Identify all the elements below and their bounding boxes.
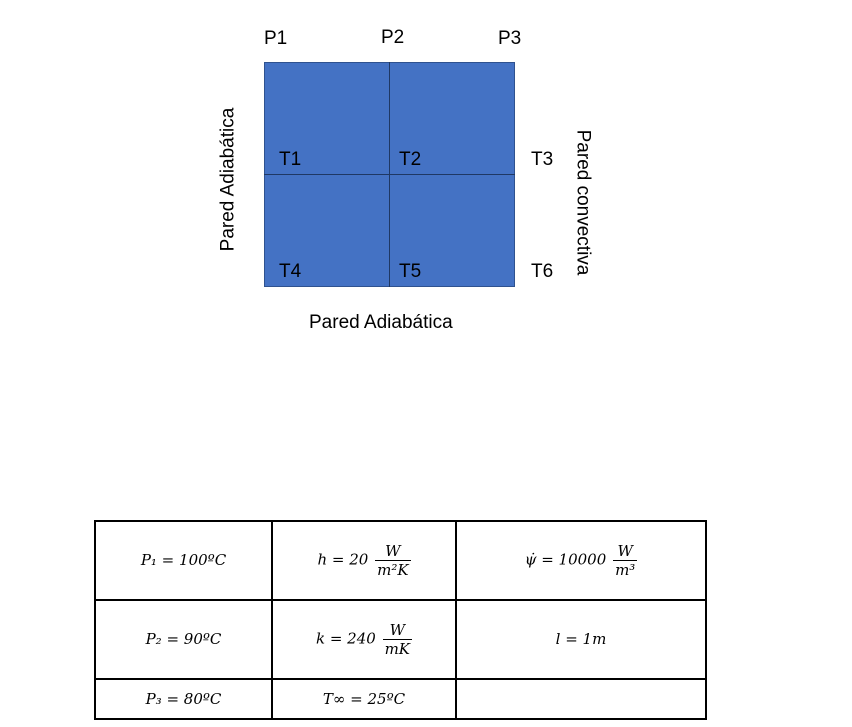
cell-p2: [95, 600, 272, 679]
k-numerator: W: [383, 621, 412, 640]
h-numerator: W: [375, 542, 410, 561]
cell-empty: [456, 679, 706, 719]
h-denominator: m²K: [377, 560, 409, 579]
cell-k: [272, 600, 456, 679]
table-row: [95, 521, 706, 600]
k-denominator: mK: [384, 639, 411, 658]
cell-p1: [95, 521, 272, 600]
table-row: [95, 679, 706, 719]
h-lhs: h = 20: [317, 550, 369, 569]
h-fraction: [375, 542, 410, 579]
l-value: l = 1m: [555, 630, 607, 649]
label-p2: P2: [381, 27, 405, 48]
label-t3: T3: [531, 149, 554, 170]
label-t1: T1: [279, 149, 302, 170]
cell-h: [272, 521, 456, 600]
table-row: [95, 600, 706, 679]
k-fraction: [383, 621, 412, 658]
cell-psi: [456, 521, 706, 600]
psi-numerator: W: [613, 542, 637, 561]
label-t6: T6: [531, 261, 554, 282]
label-t2: T2: [399, 149, 422, 170]
p1-value: P₁ = 100ºC: [140, 551, 227, 570]
psi-lhs: ψ̇ = 10000: [524, 550, 607, 569]
tinf-value: T∞ = 25ºC: [322, 689, 406, 708]
psi-fraction: [613, 542, 637, 579]
bottom-wall-label: Pared Adiabática: [309, 312, 453, 333]
label-p3: P3: [498, 28, 522, 49]
p3-value: P₃ = 80ºC: [145, 689, 222, 708]
k-lhs: k = 240: [315, 629, 376, 648]
cell-p3: [95, 679, 272, 719]
psi-denominator: m³: [615, 560, 636, 579]
cell-l: [456, 600, 706, 679]
grid-horizontal-line: [264, 174, 515, 175]
right-wall-label: Pared convectiva: [572, 129, 594, 276]
parameters-table: [94, 520, 707, 720]
label-p1: P1: [264, 28, 288, 49]
label-t4: T4: [279, 261, 302, 282]
label-t5: T5: [399, 261, 422, 282]
cell-tinf: [272, 679, 456, 719]
p2-value: P₂ = 90ºC: [145, 630, 222, 649]
left-wall-label: Pared Adiabática: [217, 107, 239, 252]
